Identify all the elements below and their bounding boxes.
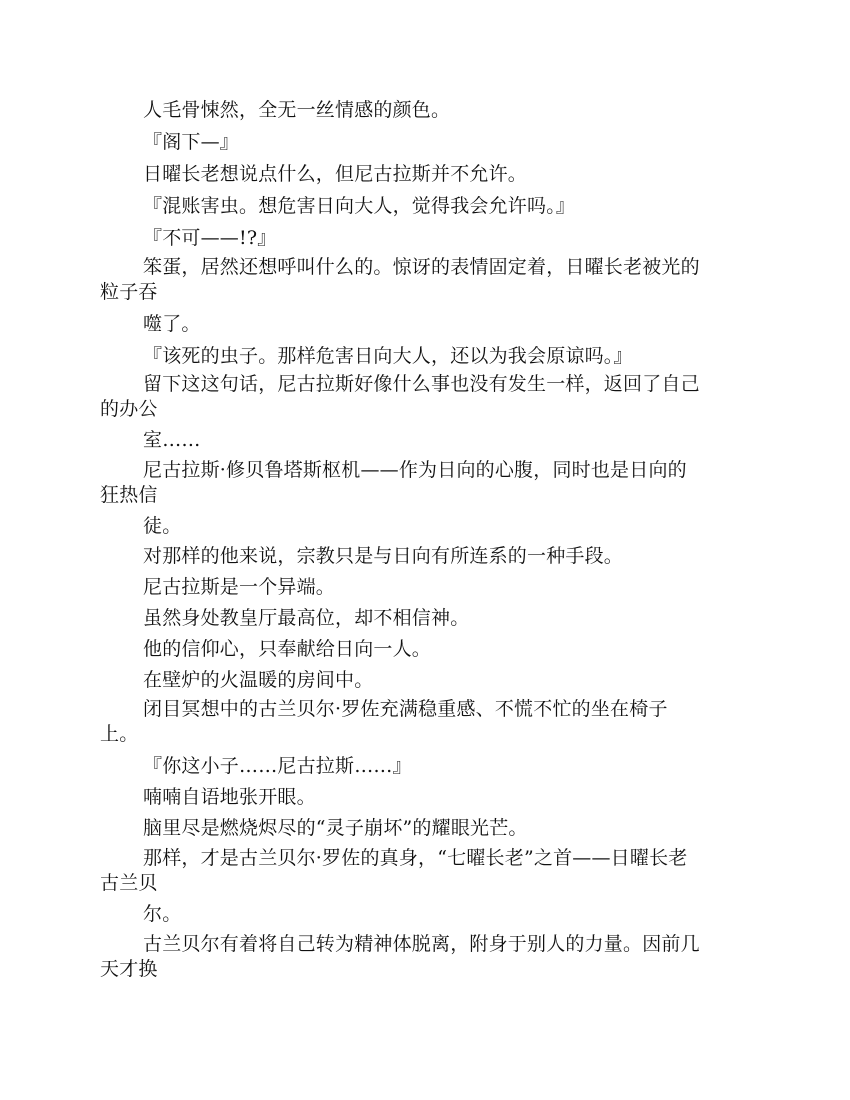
text-line: 『混账害虫。想危害日向大人，觉得我会允许吗。』 (143, 195, 576, 217)
text-line: 『不可——!?』 (143, 227, 277, 249)
text-line: 尼古拉斯·修贝鲁塔斯枢机——作为日向的心腹，同时也是日向的 (143, 459, 687, 481)
text-line: 上。 (100, 723, 139, 745)
text-line: 尼古拉斯是一个异端。 (143, 576, 336, 598)
text-line: 古兰贝尔有着将自己转为精神体脱离，附身于别人的力量。因前几 (143, 933, 700, 955)
text-line: 古兰贝 (100, 872, 158, 894)
text-line: 笨蛋，居然还想呼叫什么的。惊讶的表情固定着，日曜长老被光的 (143, 256, 700, 278)
text-line: 喃喃自语地张开眼。 (143, 786, 316, 808)
text-line: 在壁炉的火温暖的房间中。 (143, 669, 374, 691)
text-line: 天才换 (100, 958, 158, 980)
text-line: 『阁下—』 (143, 131, 240, 153)
text-line: 对那样的他来说，宗教只是与日向有所连系的一种手段。 (143, 545, 624, 567)
text-line: 室…… (143, 429, 201, 451)
text-line: 狂热信 (100, 484, 158, 506)
text-line: 闭目冥想中的古兰贝尔·罗佐充满稳重感、不慌不忙的坐在椅子 (143, 698, 668, 720)
text-line: 他的信仰心，只奉献给日向一人。 (143, 638, 432, 660)
text-line: 的办公 (100, 398, 158, 420)
text-line: 『该死的虫子。那样危害日向大人，还以为我会原谅吗。』 (143, 345, 633, 367)
text-line: 日曜长老想说点什么，但尼古拉斯并不允许。 (143, 163, 528, 185)
text-line: 徒。 (143, 515, 182, 537)
text-line: 脑里尽是燃烧烬尽的“灵子崩坏”的耀眼光芒。 (143, 817, 528, 839)
text-line: 那样，才是古兰贝尔·罗佐的真身，“七曜长老”之首——日曜长老 (143, 847, 688, 869)
text-line: 虽然身处教皇厅最高位，却不相信神。 (143, 607, 470, 629)
text-line: 尔。 (143, 903, 182, 925)
text-line: 『你这小子……尼古拉斯……』 (143, 755, 412, 777)
text-line: 粒子吞 (100, 281, 158, 303)
text-line: 留下这这句话，尼古拉斯好像什么事也没有发生一样，返回了自己 (143, 373, 700, 395)
text-line: 人毛骨悚然，全无一丝情感的颜色。 (143, 99, 451, 121)
text-line: 噬了。 (143, 313, 201, 335)
